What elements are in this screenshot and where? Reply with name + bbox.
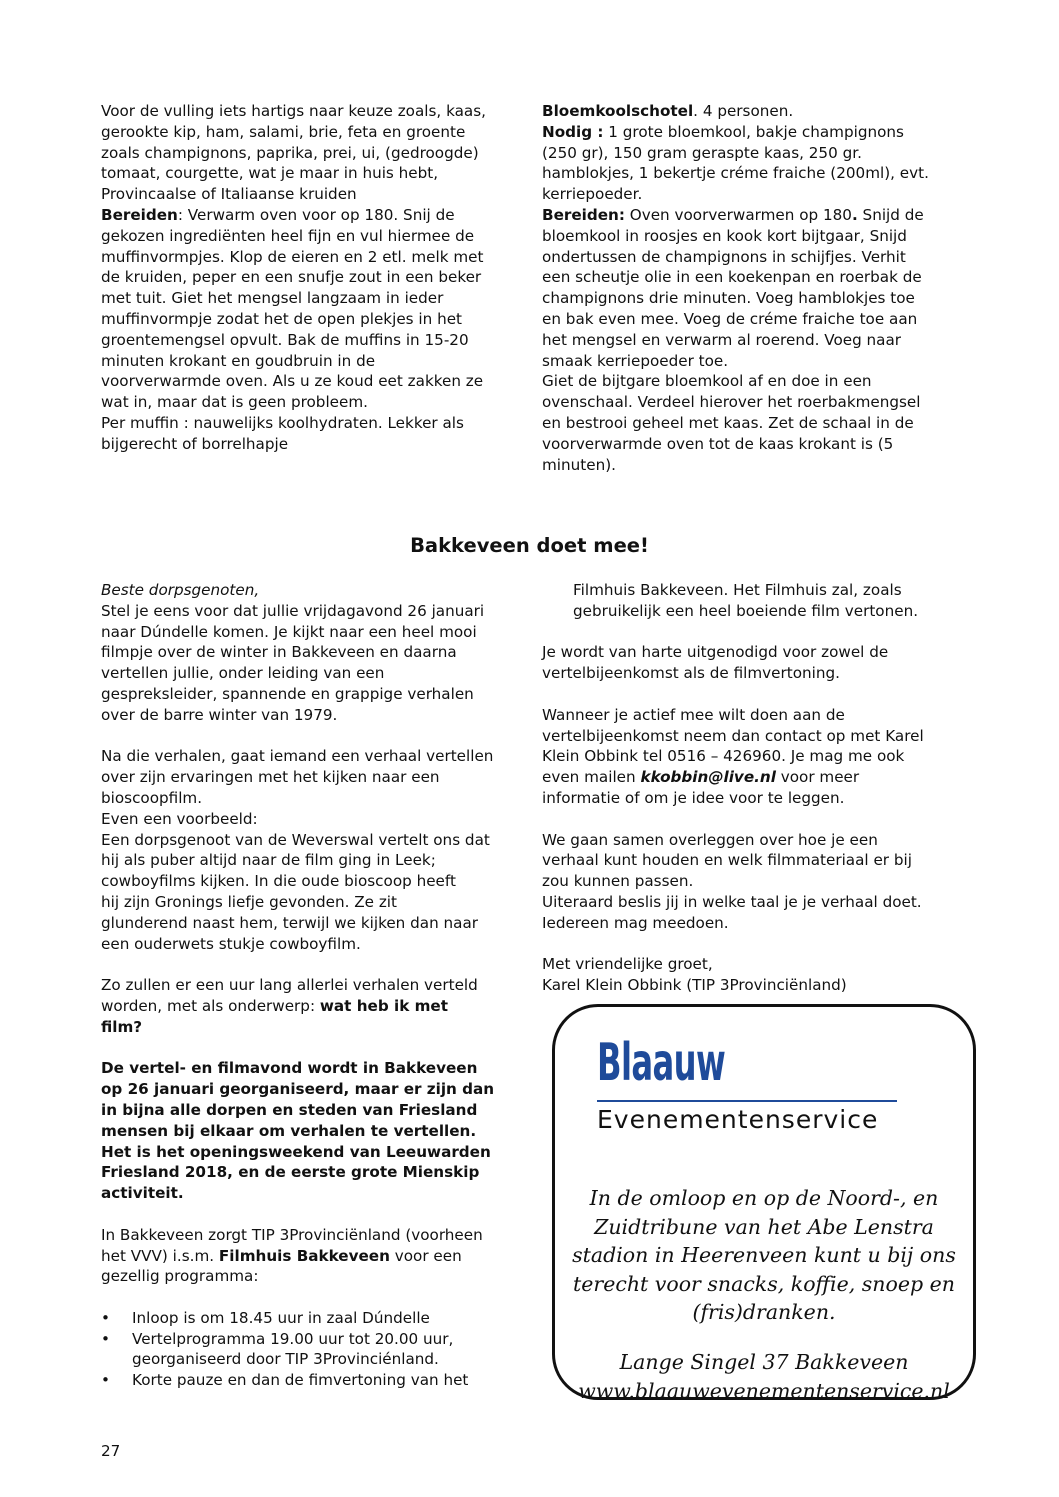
- text-line: ovenschaal. Verdeel hierover het roerbakmengsel: [542, 393, 921, 412]
- text-line: hamblokjes, 1 bekertje créme fraiche (200ml), evt.: [542, 164, 929, 183]
- text-line: naar Dúndelle komen. Je kijkt naar een heel mooi: [101, 622, 477, 641]
- text-line: Voor de vulling iets hartigs naar keuze zoals, kaas,: [101, 102, 486, 120]
- text-line: voorverwarmde oven tot de kaas krokant is (5: [542, 434, 894, 453]
- paragraph-topic-line3: [101, 1017, 526, 1038]
- recipe-filling-lines: [101, 101, 521, 205]
- text-line: in bijna alle dorpen en steden van Friesland: [101, 1100, 478, 1119]
- text-line: Wanneer je actief mee wilt doen aan de: [542, 705, 845, 724]
- paragraph-program-line3: gezellig programma:: [101, 1267, 259, 1286]
- text-line: vertelbijeenkomst neem dan contact op met Karel: [542, 726, 924, 745]
- text-line: Even een voorbeeld:: [101, 809, 258, 828]
- text-line: Klein Obbink tel 0516 – 426960. Je mag me ook: [542, 747, 905, 766]
- text-line: Het is het openingsweekend van Leeuwarden: [101, 1142, 491, 1161]
- bereiden-first-line: [542, 205, 967, 226]
- greeting: [101, 580, 526, 601]
- text-line: een ouderwets stukje cowboyfilm.: [101, 934, 361, 953]
- filmhuis-name: Filmhuis Bakkeveen: [218, 1246, 390, 1265]
- blaauw-advertisement: [552, 1004, 976, 1403]
- paragraph-topic-line2: [101, 996, 526, 1017]
- program-item: [101, 1370, 526, 1391]
- text-line: gekozen ingrediënten heel fijn en vul hiermee de: [101, 226, 475, 245]
- text-line: Iedereen mag meedoen.: [542, 913, 729, 932]
- article-right-column: [542, 580, 967, 996]
- text-line: Stel je eens voor dat jullie vrijdagavond 26 januari: [101, 601, 485, 620]
- program-item: [101, 1308, 526, 1329]
- text-line: muffinvormpjes. Klop de eieren en 2 etl. melk met: [101, 247, 484, 266]
- greeting-text: Beste dorpsgenoten,: [101, 581, 260, 599]
- bereiden-text: Oven voorverwarmen op 180: [624, 205, 852, 224]
- paragraph-program-line2: [101, 1246, 526, 1267]
- text-line: Je wordt van harte uitgenodigd voor zowel de: [542, 643, 889, 662]
- program-item-line: Vertelprogramma 19.00 uur tot 20.00 uur,: [132, 1329, 454, 1348]
- text-line: verhaal kunt houden en welk filmmateriaal er bij: [542, 851, 912, 870]
- text-line: gerookte kip, ham, salami, brie, feta en groente: [101, 122, 466, 141]
- text-line: het mengsel en verwarm al roerend. Voeg naar: [542, 330, 902, 349]
- text-line: minuten).: [542, 455, 616, 474]
- text-line: www.blaauwevenementenservice.nl: [578, 1378, 950, 1403]
- text-line: hij als puber altijd naar de film ging in Leek;: [101, 851, 436, 870]
- nodig-lines: [542, 143, 967, 205]
- text-line: stadion in Heerenveen kunt u bij ons: [572, 1243, 956, 1267]
- text-line: Uiteraard beslis jij in welke taal je je verhaal doet.: [542, 892, 922, 911]
- article-title: Bakkeveen doet mee!: [410, 534, 649, 557]
- recipe-bereiden-first-line: [101, 205, 521, 226]
- text-line: We gaan samen overleggen over hoe je een: [542, 830, 878, 849]
- text-line: groentemengsel opvult. Bak de muffins in 15-20: [101, 330, 469, 349]
- article-left-column: [101, 580, 526, 1391]
- program-list: [101, 1308, 526, 1391]
- text-line: minuten krokant en goudbruin in de: [101, 351, 376, 370]
- text-line: bioscoopfilm.: [101, 788, 203, 807]
- text-line: Met vriendelijke groet,: [542, 955, 713, 974]
- closing-signature: [542, 954, 967, 996]
- text-line: cowboyfilms kijken. In die oude bioscoop heeft: [101, 872, 456, 891]
- topic-bold: wat heb ik met: [319, 996, 448, 1015]
- text-line: de kruiden, peper en een snufje zout in een beker: [101, 268, 482, 287]
- ad-brand-logo: Blaauw: [597, 1033, 726, 1093]
- text-line: hij zijn Gronings liefje gevonden. Ze zit: [101, 892, 397, 911]
- text-line: Provincaalse of Italiaanse kruiden: [101, 185, 357, 204]
- text-line: smaak kerriepoeder toe.: [542, 351, 729, 370]
- program-item-line: Korte pauze en dan de fimvertoning van het: [132, 1371, 469, 1390]
- text-line: champignons drie minuten. Voeg hamblokjes toe: [542, 289, 915, 308]
- ad-address: [569, 1348, 959, 1405]
- bereiden-text-end: Snijd de: [857, 205, 924, 224]
- text-line: op 26 januari georganiseerd, maar er zijn dan: [101, 1080, 495, 1099]
- text-line: Friesland 2018, en de eerste grote Mienskip: [101, 1163, 480, 1182]
- bereiden-text: : Verwarm oven voor op 180. Snij de: [177, 205, 455, 224]
- topic-plain: worden, met als onderwerp:: [101, 996, 320, 1015]
- text-line: zou kunnen passen.: [542, 872, 694, 891]
- text-line: glunderend naast hem, terwijl we kijken dan naar: [101, 913, 479, 932]
- paragraph-together: [542, 830, 967, 934]
- text-line: filmpje over de winter in Bakkeveen en daarna: [101, 643, 457, 662]
- text-line: De vertel- en filmavond wordt in Bakkeveen: [101, 1059, 478, 1078]
- mail-after: voor meer: [775, 768, 860, 787]
- text-line: Filmhuis Bakkeveen. Het Filmhuis zal, zoals: [573, 581, 902, 599]
- paragraph-example: [101, 746, 526, 954]
- recipe-title: Bloemkoolschotel: [542, 102, 694, 120]
- text-line: (250 gr), 150 gram geraspte kaas, 250 gr.: [542, 143, 862, 162]
- program-item-line: Inloop is om 18.45 uur in zaal Dúndelle: [132, 1308, 430, 1327]
- text-line: over de barre winter van 1979.: [101, 705, 338, 724]
- recipe-muffins-column: [101, 101, 521, 455]
- bullet-icon: •: [101, 1329, 110, 1348]
- text-line: bijgerecht of borrelhapje: [101, 434, 289, 453]
- nodig-text: 1 grote bloemkool, bakje champignons: [603, 122, 904, 141]
- bullet-continuation: [542, 580, 967, 622]
- text-line: wat in, maar dat is geen probleem.: [101, 393, 368, 412]
- bereiden-label: Bereiden: [101, 205, 178, 224]
- nodig-first-line: [542, 122, 967, 143]
- recipe-title-line: [542, 101, 967, 122]
- ad-description: [569, 1184, 959, 1327]
- paragraph-topic-line1: Zo zullen er een uur lang allerlei verhalen verteld: [101, 976, 478, 995]
- bereiden-lines: [542, 226, 967, 476]
- text-line: Lange Singel 37 Bakkeveen: [619, 1350, 909, 1374]
- text-line: Giet de bijtgare bloemkool af en doe in een: [542, 372, 872, 391]
- text-line: en bak even mee. Voeg de créme fraiche toe aan: [542, 309, 918, 328]
- text-line: over zijn ervaringen met het kijken naar een: [101, 768, 440, 787]
- text-line: een scheutje olie in een koekenpan en roerbak de: [542, 268, 922, 287]
- program-item-line: georganiseerd door TIP 3Provinciénland.: [132, 1350, 439, 1369]
- email-link[interactable]: kkobbin@live.nl: [640, 768, 776, 787]
- bullet-icon: •: [101, 1371, 110, 1390]
- mail-line: [542, 767, 967, 788]
- text-line: Na die verhalen, gaat iemand een verhaal vertellen: [101, 747, 494, 766]
- text-line: zoals champignons, paprika, prei, ui, (gedroogde): [101, 143, 479, 162]
- text-line: Per muffin : nauwelijks koolhydraten. Lekker als: [101, 413, 464, 432]
- text-line: gebruikelijk een heel boeiende film vertonen.: [573, 601, 919, 620]
- program-end: voor een: [389, 1246, 462, 1265]
- text-line: voorverwarmde oven. Als u ze koud eet zakken ze: [101, 372, 484, 391]
- text-line: en bestrooi geheel met kaas. Zet de schaal in de: [542, 413, 914, 432]
- paragraph-contact: [542, 705, 967, 767]
- paragraph-bold-announcement: [101, 1058, 526, 1204]
- text-line: met tuit. Giet het mengsel langzaam in ieder: [101, 289, 444, 308]
- text-line: Zuidtribune van het Abe Lenstra: [594, 1214, 934, 1239]
- recipe-bloemkool-column: [542, 101, 967, 475]
- ad-brand-subtitle: Evenementenservice: [597, 1105, 879, 1134]
- program-plain: het VVV) i.s.m.: [101, 1246, 219, 1265]
- text-line: vertellen jullie, onder leiding van een: [101, 664, 385, 683]
- paragraph-intro: [101, 601, 526, 726]
- text-line: In de omloop en op de Noord-, en: [589, 1186, 939, 1210]
- text-line: Een dorpsgenoot van de Weverswal vertelt ons dat: [101, 830, 490, 849]
- paragraph-program-line1: In Bakkeveen zorgt TIP 3Provinciënland (voorheen: [101, 1225, 483, 1244]
- text-line: kerriepoeder.: [542, 185, 643, 204]
- program-item: [101, 1329, 526, 1371]
- contact-last-line: informatie of om je idee voor te leggen.: [542, 788, 845, 807]
- topic-bold-end: film?: [101, 1017, 143, 1036]
- text-line: mensen bij elkaar om verhalen te vertellen.: [101, 1121, 477, 1140]
- text-line: (fris)dranken.: [692, 1300, 836, 1324]
- ad-logo-rule: [597, 1100, 897, 1102]
- bereiden-label: Bereiden:: [542, 205, 625, 224]
- text-line: vertelbijeenkomst als de filmvertoning.: [542, 664, 840, 683]
- bereiden-dot: .: [851, 205, 858, 224]
- recipe-bereiden-lines: [101, 226, 521, 455]
- text-line: bloemkool in roosjes en kook kort bijtgaar, Snijd: [542, 226, 907, 245]
- text-line: activiteit.: [101, 1184, 184, 1203]
- text-line: muffinvormpje zodat het de open plekjes in het: [101, 309, 462, 328]
- bullet-icon: •: [101, 1308, 110, 1327]
- mail-before: even mailen: [542, 768, 641, 787]
- text-line: gespreksleider, spannende en grappige verhalen: [101, 684, 474, 703]
- nodig-label: Nodig :: [542, 122, 604, 141]
- text-line: ondertussen de champignons in schijfjes. Verhit: [542, 247, 906, 266]
- text-line: terecht voor snacks, koffie, snoep en: [573, 1271, 955, 1296]
- text-line: tomaat, courgette, wat je maar in huis hebt,: [101, 164, 439, 183]
- page-number: 27: [101, 1442, 121, 1460]
- recipe-servings: . 4 personen.: [693, 102, 794, 120]
- text-line: Karel Klein Obbink (TIP 3Provinciënland): [542, 976, 847, 995]
- paragraph-invitation: [542, 642, 967, 684]
